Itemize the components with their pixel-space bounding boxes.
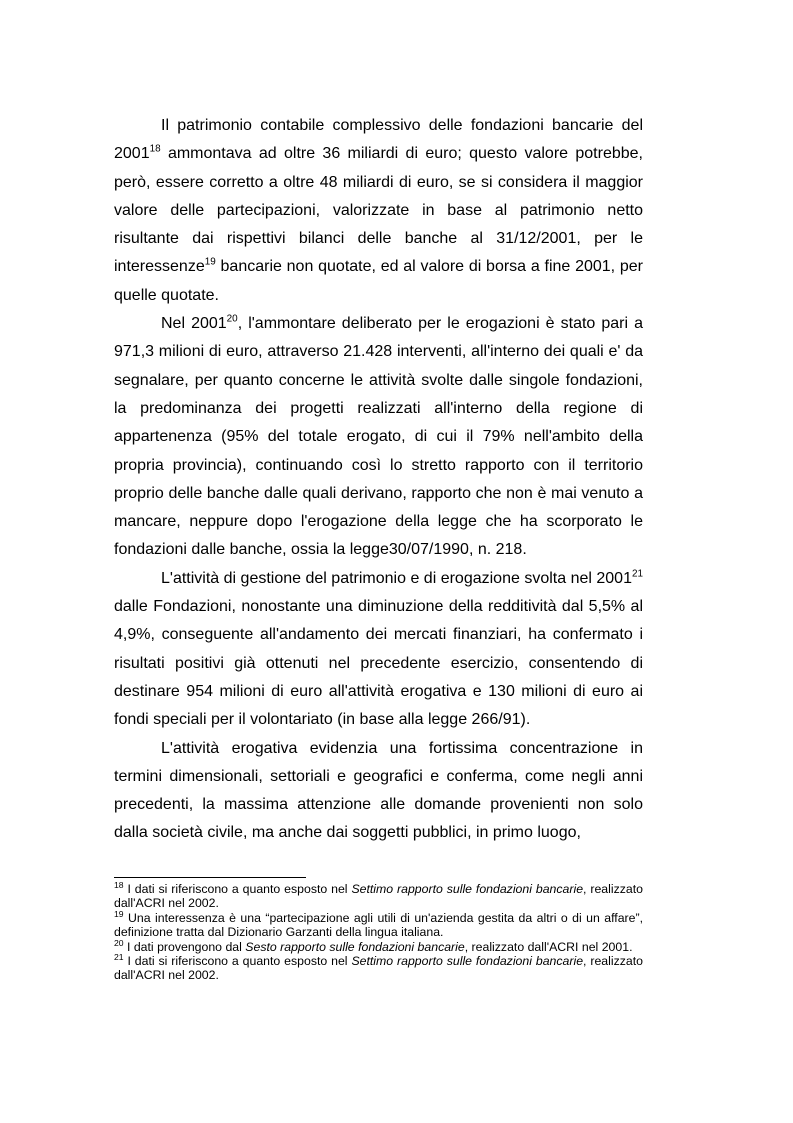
body-text bbox=[114, 112, 643, 848]
text-run: dalle Fondazioni, nonostante una diminuzione della redditività dal 5,5% al 4,9%, conseguente all'andamento dei mercati finanziari, ha confermato i risultati positivi già ottenuti nel precedente esercizio, consentendo di destinare 954 milioni di euro all'attività erogativa e 130 milioni di euro ai fondi speciali per il volontariato (in base alla legge 266/91). bbox=[114, 598, 643, 729]
footnote bbox=[114, 937, 643, 954]
text-run: Nel 2001 bbox=[161, 315, 227, 333]
text-run: L'attività erogativa evidenzia una fortissima concentrazione in termini dimensionali, settoriali e geografici e conferma, come negli anni precedenti, la massima attenzione alle domande provenienti non solo dalla società civile, ma anche dai soggetti pubblici, in primo luogo, bbox=[114, 739, 643, 842]
footnote-ref: 18 bbox=[149, 143, 161, 155]
footnote bbox=[114, 879, 643, 911]
text-run: , l'ammontare deliberato per le erogazioni è stato pari a 971,3 milioni di euro, attraverso 21.428 interventi, all'interno dei quali e' da segnalare, per quanto concerne le attività svolte dalle singole fondazioni, la predominanza dei progetti realizzati all'interno della regione di appartenenza (95% del totale erogato, di cui il 79% nell'ambito della propria provincia), continuando così lo stretto rapporto con il territorio proprio delle banche dalle quali derivano, rapporto che non è mai venuto a mancare, neppure dopo l'erogazione della legge che ha scorporato le fondazioni dalle banche, ossia la legge30/07/1990, n. 218. bbox=[114, 315, 643, 559]
text-run: ammontava ad oltre 36 miliardi di euro; questo valore potrebbe, però, essere corretto a oltre 48 miliardi di euro, se si considera il maggior valore delle partecipazioni, valorizzate in base al patrimonio netto risultante dai rispettivi bilanci delle banche al 31/12/2001, per le interessenze bbox=[114, 145, 643, 276]
footnotes bbox=[114, 879, 643, 983]
text-run: I dati si riferiscono a quanto esposto nel bbox=[123, 954, 352, 969]
footnote-ref: 20 bbox=[226, 313, 238, 325]
footnote-number: 19 bbox=[114, 908, 124, 919]
paragraph bbox=[114, 310, 643, 565]
footnote-ref: 19 bbox=[204, 257, 216, 269]
text-run: I dati si riferiscono a quanto esposto nel bbox=[123, 882, 352, 896]
footnote-number: 21 bbox=[114, 951, 124, 962]
footnote bbox=[114, 908, 643, 940]
text-run: , realizzato dall'ACRI nel 2001. bbox=[464, 939, 633, 954]
italic-title: Settimo rapporto sulle fondazioni bancarie bbox=[351, 954, 584, 969]
footnote bbox=[114, 951, 643, 983]
paragraph bbox=[114, 565, 643, 735]
text-run: Il patrimonio contabile complessivo delle fondazioni bancarie del 2001 bbox=[114, 117, 643, 163]
footnote-number: 18 bbox=[114, 879, 124, 890]
footnote-number: 20 bbox=[114, 937, 124, 948]
italic-title: Settimo rapporto sulle fondazioni bancarie bbox=[351, 882, 584, 896]
footnote-separator bbox=[114, 877, 306, 878]
text-run: L'attività di gestione del patrimonio e di erogazione svolta nel 2001 bbox=[161, 569, 632, 587]
text-run: , realizzato dall'ACRI nel 2002. bbox=[114, 882, 643, 911]
text-run: I dati provengono dal bbox=[123, 939, 246, 954]
text-run: bancarie non quotate, ed al valore di borsa a fine 2001, per quelle quotate. bbox=[114, 258, 643, 304]
italic-title: Sesto rapporto sulle fondazioni bancarie bbox=[245, 939, 465, 954]
paragraph bbox=[114, 112, 643, 310]
paragraph bbox=[114, 735, 643, 848]
footnote-ref: 21 bbox=[631, 568, 643, 580]
text-run: , realizzato dall'ACRI nel 2002. bbox=[114, 954, 643, 983]
text-run: Una interessenza è una “partecipazione agli utili di un'azienda gestita da altri o di un affare”, definizione tratta dal Dizionario Garzanti della lingua italiana. bbox=[114, 910, 643, 940]
